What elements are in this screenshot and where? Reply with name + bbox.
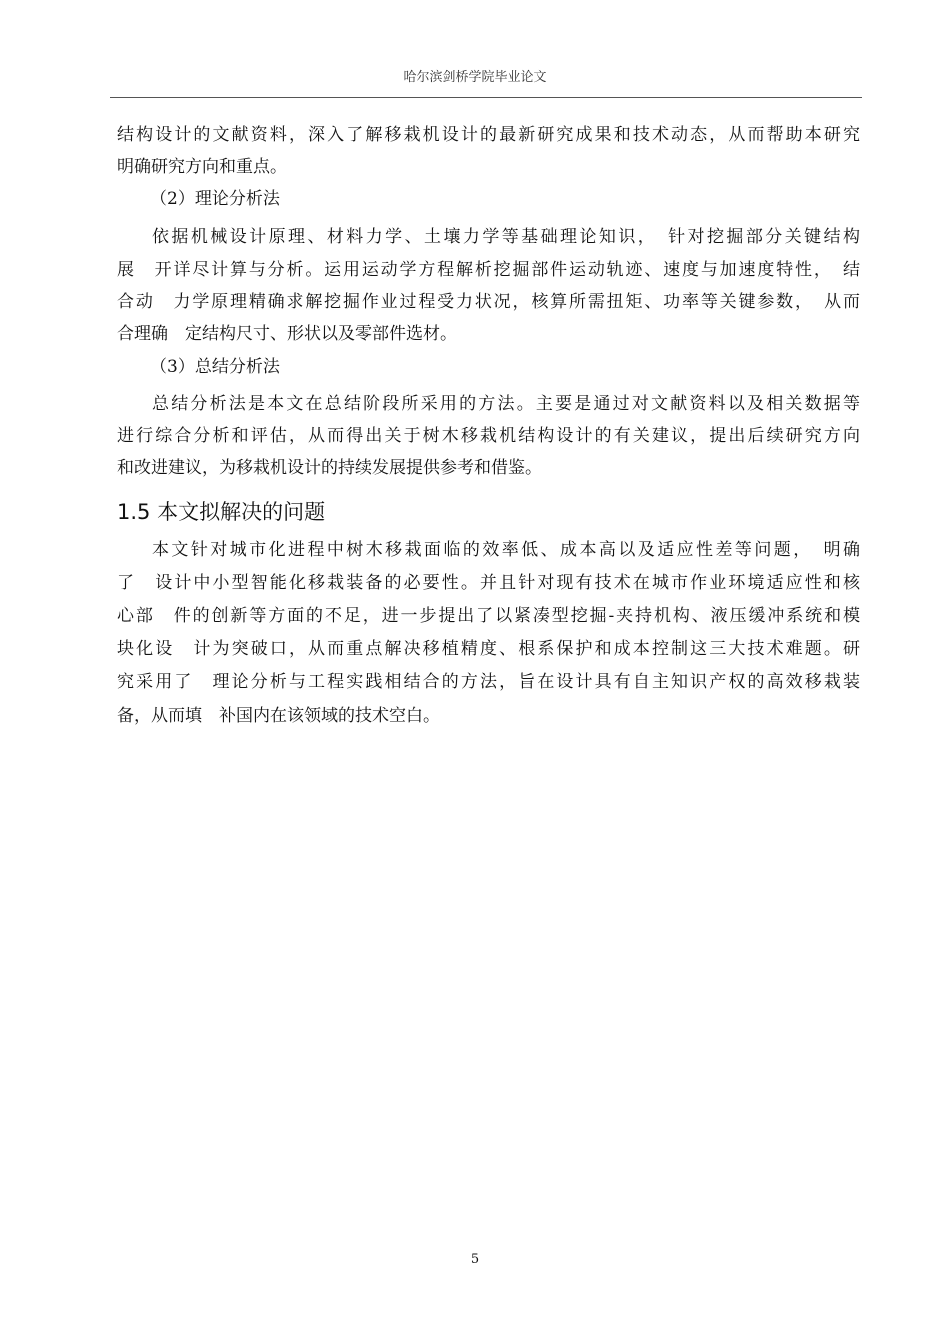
- body-line: 合理确 定结构尺寸、形状以及零部件选材。: [117, 324, 457, 344]
- body-line: 备，从而填 补国内在该领域的技术空白。: [117, 706, 440, 726]
- body-line: 结构设计的文献资料，深入了解移栽机设计的最新研究成果和技术动态，从而帮助本研究: [117, 125, 860, 145]
- body-line: 块化设 计为突破口，从而重点解决移植精度、根系保护和成本控制这三大技术难题。研: [117, 639, 860, 659]
- body-line: 展 开详尽计算与分析。运用运动学方程解析挖掘部件运动轨迹、速度与加速度特性， 结: [117, 260, 860, 280]
- page-number: 5: [470, 1252, 480, 1267]
- header-rule: [110, 97, 862, 98]
- running-header: 哈尔滨剑桥学院毕业论文: [403, 70, 547, 85]
- body-line: 总结分析法是本文在总结阶段所采用的方法。主要是通过对文献资料以及相关数据等: [152, 394, 860, 414]
- body-line: 究采用了 理论分析与工程实践相结合的方法，旨在设计具有自主知识产权的高效移栽装: [117, 672, 860, 692]
- subheading-theory: （2）理论分析法: [150, 189, 280, 209]
- body-line: 明确研究方向和重点。: [117, 157, 287, 177]
- subheading-summary: （3）总结分析法: [150, 357, 280, 377]
- body-line: 本文针对城市化进程中树木移栽面临的效率低、成本高以及适应性差等问题， 明确: [152, 540, 860, 560]
- body-line: 了 设计中小型智能化移栽装备的必要性。并且针对现有技术在城市作业环境适应性和核: [117, 573, 860, 593]
- section-heading: 1.5 本文拟解决的问题: [117, 500, 326, 524]
- body-line: 合动 力学原理精确求解挖掘作业过程受力状况，核算所需扭矩、功率等关键参数， 从而: [117, 292, 860, 312]
- body-line: 依据机械设计原理、材料力学、土壤力学等基础理论知识， 针对挖掘部分关键结构: [152, 227, 860, 247]
- body-line: 进行综合分析和评估，从而得出关于树木移栽机结构设计的有关建议，提出后续研究方向: [117, 426, 860, 446]
- body-line: 心部 件的创新等方面的不足，进一步提出了以紧凑型挖掘-夹持机构、液压缓冲系统和模: [117, 606, 860, 626]
- body-line: 和改进建议，为移栽机设计的持续发展提供参考和借鉴。: [117, 458, 542, 478]
